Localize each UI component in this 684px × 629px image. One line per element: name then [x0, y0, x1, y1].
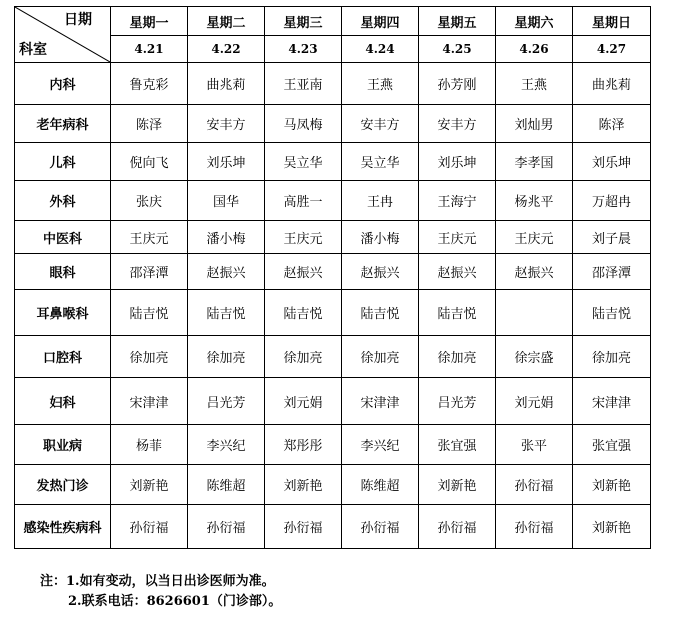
doctor-cell: 宋津津 [111, 378, 188, 425]
doctor-cell: 刘新艳 [265, 465, 342, 505]
doctor-cell: 陆吉悦 [188, 290, 265, 336]
header-day-row [15, 7, 651, 36]
department-cell: 妇科 [15, 378, 111, 425]
doctor-cell: 宋津津 [342, 378, 419, 425]
table-row [15, 181, 651, 221]
doctor-cell: 刘元娟 [265, 378, 342, 425]
doctor-cell: 吕光芳 [188, 378, 265, 425]
table-row [15, 336, 651, 378]
doctor-cell: 吕光芳 [419, 378, 496, 425]
doctor-cell: 刘乐坤 [188, 143, 265, 181]
doctor-cell: 陆吉悦 [111, 290, 188, 336]
table-row [15, 63, 651, 105]
doctor-cell: 刘新艳 [573, 465, 651, 505]
date-header: 4.27 [573, 36, 651, 63]
doctor-cell: 徐加亮 [342, 336, 419, 378]
doctor-cell: 李兴纪 [188, 425, 265, 465]
doctor-cell: 孙衍福 [342, 505, 419, 549]
doctor-cell: 杨兆平 [496, 181, 573, 221]
corner-dept-label: 科室 [19, 42, 47, 58]
doctor-cell: 刘子晨 [573, 221, 651, 254]
doctor-cell: 鲁克彩 [111, 63, 188, 105]
doctor-cell: 刘乐坤 [419, 143, 496, 181]
day-header: 星期一 [111, 7, 188, 36]
department-cell: 外科 [15, 181, 111, 221]
doctor-cell [496, 290, 573, 336]
doctor-cell: 张宜强 [419, 425, 496, 465]
doctor-cell: 马凤梅 [265, 105, 342, 143]
doctor-cell: 王燕 [496, 63, 573, 105]
doctor-cell: 张庆 [111, 181, 188, 221]
department-cell: 口腔科 [15, 336, 111, 378]
department-cell: 感染性疾病科 [15, 505, 111, 549]
doctor-cell: 吴立华 [265, 143, 342, 181]
doctor-cell: 徐加亮 [419, 336, 496, 378]
doctor-cell: 潘小梅 [188, 221, 265, 254]
doctor-cell: 王庆元 [419, 221, 496, 254]
doctor-cell: 王燕 [342, 63, 419, 105]
doctor-cell: 万超冉 [573, 181, 651, 221]
doctor-cell: 孙芳刚 [419, 63, 496, 105]
doctor-cell: 陈维超 [342, 465, 419, 505]
doctor-cell: 王庆元 [111, 221, 188, 254]
doctor-cell: 徐加亮 [111, 336, 188, 378]
doctor-cell: 王海宁 [419, 181, 496, 221]
doctor-cell: 王庆元 [496, 221, 573, 254]
day-header: 星期二 [188, 7, 265, 36]
doctor-cell: 张宜强 [573, 425, 651, 465]
doctor-cell: 郑彤彤 [265, 425, 342, 465]
table-row [15, 290, 651, 336]
doctor-cell: 倪向飞 [111, 143, 188, 181]
doctor-cell: 陆吉悦 [342, 290, 419, 336]
doctor-cell: 李孝国 [496, 143, 573, 181]
table-row [15, 143, 651, 181]
doctor-cell: 孙衍福 [265, 505, 342, 549]
footnote-1: 注：1.如有变动，以当日出诊医师为准。 [40, 574, 275, 589]
date-header: 4.22 [188, 36, 265, 63]
doctor-cell: 孙衍福 [496, 505, 573, 549]
doctor-cell: 孙衍福 [419, 505, 496, 549]
doctor-cell: 安丰方 [188, 105, 265, 143]
table-row [15, 105, 651, 143]
department-cell: 耳鼻喉科 [15, 290, 111, 336]
footnote-2: 2.联系电话：8626601（门诊部）。 [68, 594, 282, 609]
doctor-cell: 刘新艳 [573, 505, 651, 549]
day-header: 星期三 [265, 7, 342, 36]
corner-date-label: 日期 [64, 12, 92, 28]
doctor-cell: 曲兆莉 [573, 63, 651, 105]
doctor-cell: 赵振兴 [496, 254, 573, 290]
table-row [15, 254, 651, 290]
doctor-cell: 赵振兴 [265, 254, 342, 290]
date-header: 4.21 [111, 36, 188, 63]
date-header: 4.23 [265, 36, 342, 63]
day-header: 星期五 [419, 7, 496, 36]
doctor-cell: 高胜一 [265, 181, 342, 221]
doctor-cell: 刘元娟 [496, 378, 573, 425]
doctor-cell: 王庆元 [265, 221, 342, 254]
doctor-cell: 曲兆莉 [188, 63, 265, 105]
doctor-cell: 陈泽 [573, 105, 651, 143]
doctor-cell: 刘新艳 [111, 465, 188, 505]
department-cell: 儿科 [15, 143, 111, 181]
doctor-cell: 赵振兴 [419, 254, 496, 290]
doctor-cell: 孙衍福 [188, 505, 265, 549]
date-header: 4.26 [496, 36, 573, 63]
doctor-cell: 安丰方 [342, 105, 419, 143]
doctor-cell: 宋津津 [573, 378, 651, 425]
department-cell: 中医科 [15, 221, 111, 254]
doctor-cell: 徐加亮 [573, 336, 651, 378]
department-cell: 老年病科 [15, 105, 111, 143]
doctor-cell: 徐加亮 [188, 336, 265, 378]
doctor-cell: 陈维超 [188, 465, 265, 505]
table-row [15, 425, 651, 465]
department-cell: 内科 [15, 63, 111, 105]
doctor-cell: 安丰方 [419, 105, 496, 143]
date-header: 4.24 [342, 36, 419, 63]
doctor-cell: 王亚南 [265, 63, 342, 105]
day-header: 星期六 [496, 7, 573, 36]
doctor-cell: 李兴纪 [342, 425, 419, 465]
duty-schedule-table [14, 6, 651, 549]
doctor-cell: 邵泽潭 [573, 254, 651, 290]
table-row [15, 505, 651, 549]
department-cell: 发热门诊 [15, 465, 111, 505]
corner-header-cell [15, 7, 111, 63]
doctor-cell: 赵振兴 [188, 254, 265, 290]
footnotes [40, 572, 281, 612]
table-row [15, 378, 651, 425]
doctor-cell: 陆吉悦 [265, 290, 342, 336]
doctor-cell: 孙衍福 [496, 465, 573, 505]
doctor-cell: 邵泽潭 [111, 254, 188, 290]
doctor-cell: 张平 [496, 425, 573, 465]
date-header: 4.25 [419, 36, 496, 63]
doctor-cell: 吴立华 [342, 143, 419, 181]
doctor-cell: 刘新艳 [419, 465, 496, 505]
doctor-cell: 徐加亮 [265, 336, 342, 378]
doctor-cell: 陆吉悦 [419, 290, 496, 336]
doctor-cell: 刘灿男 [496, 105, 573, 143]
table-row [15, 465, 651, 505]
doctor-cell: 徐宗盛 [496, 336, 573, 378]
department-cell: 职业病 [15, 425, 111, 465]
doctor-cell: 国华 [188, 181, 265, 221]
day-header: 星期四 [342, 7, 419, 36]
table-row [15, 221, 651, 254]
doctor-cell: 王冉 [342, 181, 419, 221]
doctor-cell: 陈泽 [111, 105, 188, 143]
doctor-cell: 杨菲 [111, 425, 188, 465]
doctor-cell: 潘小梅 [342, 221, 419, 254]
doctor-cell: 赵振兴 [342, 254, 419, 290]
doctor-cell: 刘乐坤 [573, 143, 651, 181]
day-header: 星期日 [573, 7, 651, 36]
doctor-cell: 孙衍福 [111, 505, 188, 549]
department-cell: 眼科 [15, 254, 111, 290]
doctor-cell: 陆吉悦 [573, 290, 651, 336]
